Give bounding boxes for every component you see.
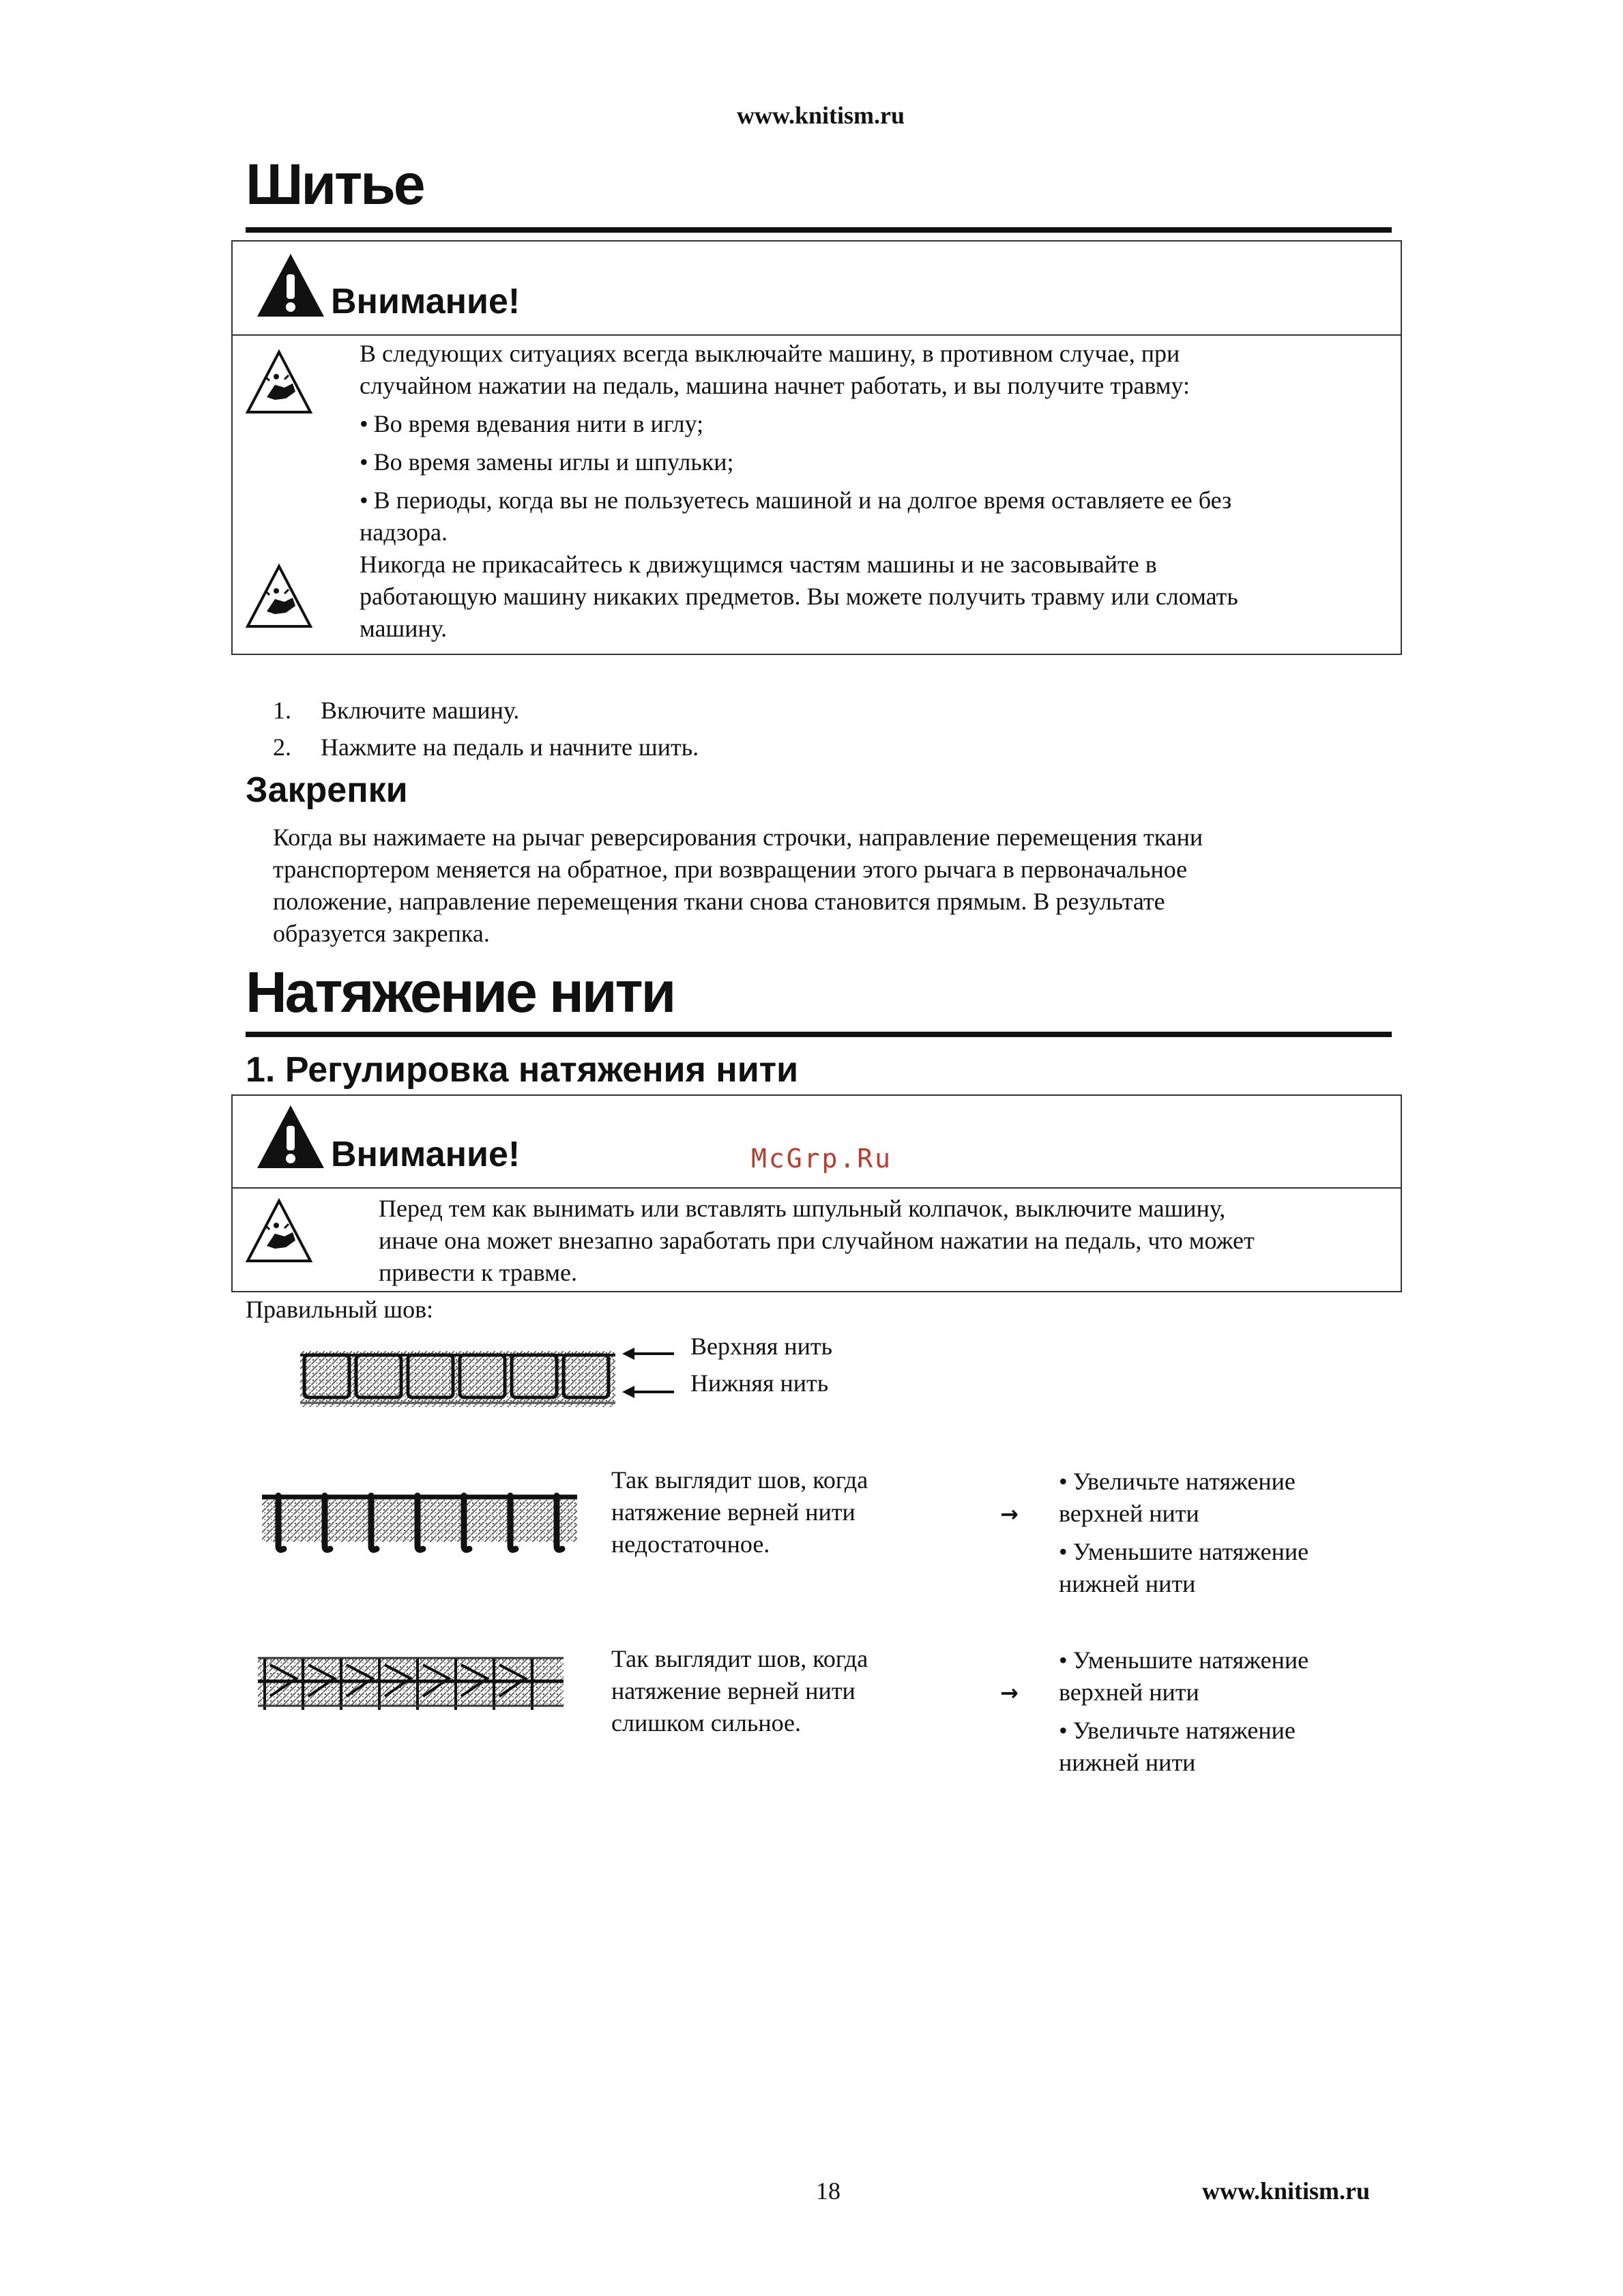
correct-stitch-image [297,1344,618,1412]
arrow-left-icon [621,1346,675,1362]
arrow-left-icon [621,1384,675,1400]
caution-text [360,338,1390,645]
subsection-title-tension-adjust: 1. Регулировка натяжения нити [246,1050,799,1090]
upper-thread-label: Верхняя нить [690,1333,833,1360]
case1-description: Так выглядит шов, когда натяжение верней нити недостаточное. [611,1466,868,1558]
tight-upper-stitch-image [255,1644,566,1726]
section-title-sewing: Шитье [246,152,424,216]
title-rule [246,1032,1392,1037]
caution-text: Перед тем как вынимать или вставлять шпульный колпачок, выключите машину, иначе она может внезапно заработать при случайном нажатии на педаль, что может привести к травме. [379,1195,1255,1286]
caution-title: Внимание! [331,282,521,321]
caution-note-line: Никогда не прикасайтесь к движущимся частям машины и не засовывайте в [360,551,1157,578]
arrow-right-icon: → [1000,1501,1019,1527]
hand-hazard-icon [245,349,313,415]
hand-hazard-icon [245,1198,313,1264]
caution-note-line: машину. [360,615,448,642]
title-rule [246,227,1392,233]
caution-intro-line: В следующих ситуациях всегда выключайте машину, в противном случае, при [360,340,1180,367]
arrow-right-icon: → [1000,1680,1019,1706]
caution-divider [233,334,1401,336]
correct-stitch-label: Правильный шов: [246,1296,434,1323]
loose-upper-stitch-image [259,1481,580,1563]
watermark: McGrp.Ru [751,1144,893,1174]
caution-intro-line: случайном нажатии на педаль, машина начнет работать, и вы получите травму: [360,372,1190,399]
warning-icon [254,251,327,319]
footer-site-url: www.knitism.ru [1202,2177,1371,2205]
backtack-paragraph: Когда вы нажимаете на рычаг реверсирования строчки, направление перемещения ткани транспортером меняется на обратное, при возвращении этого рычага в первоначальное положение, направление перемещения ткани снова становится прямым. В результате образуется закрепка. [273,824,1203,947]
step-1: 1. Включите машину. [273,697,520,724]
fix-bullet: • Увеличьте натяжение [1059,1715,1308,1747]
case2-description: Так выглядит шов, когда натяжение верней нити слишком сильное. [611,1645,868,1736]
caution-bullet: • Во время вдевания нити в иглу; [360,408,1390,440]
lower-thread-label: Нижняя нить [690,1369,829,1397]
header-site-url: www.knitism.ru [737,102,905,129]
warning-icon [254,1103,327,1171]
fix-bullet: • Уменьшите натяжение [1059,1536,1308,1568]
case1-fixes: • Увеличьте натяжение верхней нити • Уменьшите натяжение нижней нити [1059,1466,1308,1600]
caution-box-sewing [231,240,1402,655]
section-title-tension: Натяжение нити [246,960,675,1024]
page-number: 18 [816,2177,840,2205]
caution-bullet: • В периоды, когда вы не пользуетесь машиной и на долгое время оставляете ее без [360,484,1390,517]
fix-bullet: • Уменьшите натяжение [1059,1644,1308,1676]
caution-divider [233,1187,1401,1189]
case2-fixes: • Уменьшите натяжение верхней нити • Увеличьте натяжение нижней нити [1059,1644,1308,1779]
caution-note-line: работающую машину никаких предметов. Вы можете получить травму или сломать [360,583,1238,610]
caution-bullet-cont: надзора. [360,519,448,546]
caution-box-tension [231,1094,1402,1292]
hand-hazard-icon [245,564,313,629]
caution-title: Внимание! [331,1135,521,1174]
step-2: 2. Нажмите на педаль и начните шить. [273,733,699,761]
caution-bullet: • Во время замены иглы и шпульки; [360,446,1390,478]
subsection-title-backtack: Закрепки [246,770,408,810]
fix-bullet: • Увеличьте натяжение [1059,1466,1308,1498]
